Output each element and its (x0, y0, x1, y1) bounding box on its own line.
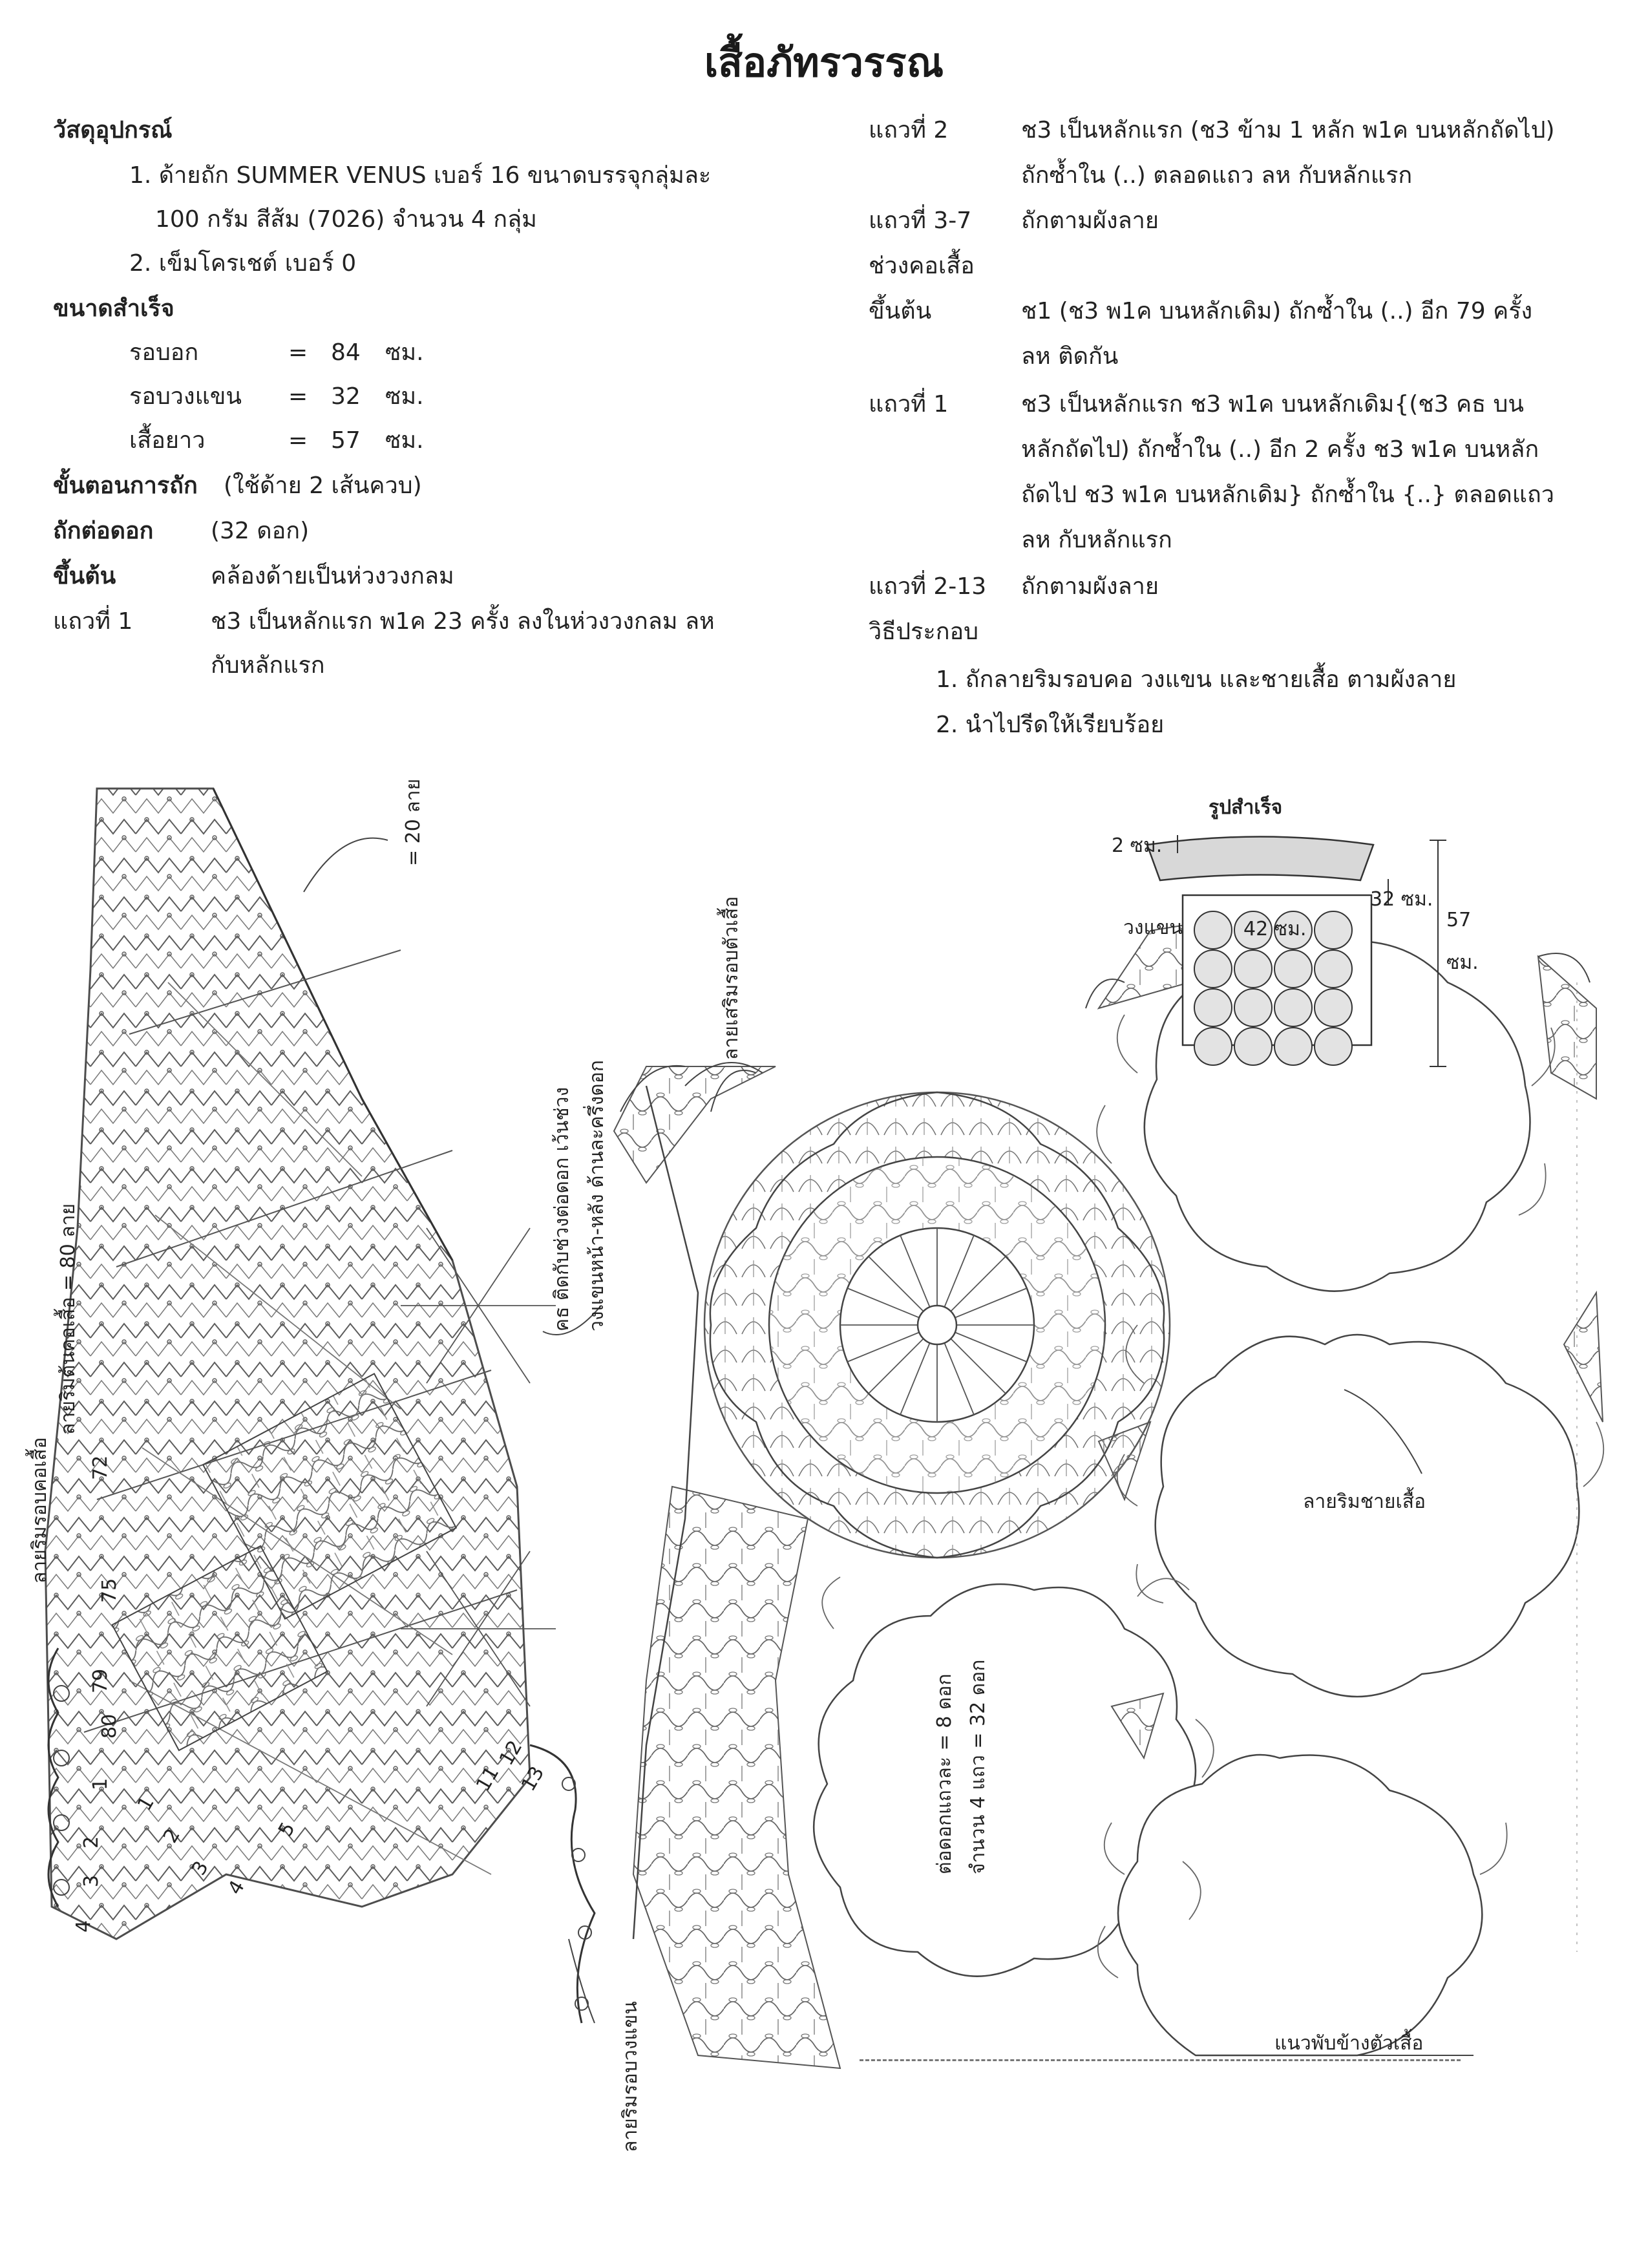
row2-text-b: ถักซ้ำใน (..) ตลอดแถว ลห กับหลักแรก (1021, 162, 1413, 189)
size-armhole-value: 32 (331, 383, 361, 410)
finished-motif-circle (1194, 950, 1232, 988)
neck-row1-c: ถัดไป ช3 พ1ค บนหลักเดิม} ถักซ้ำใน {..} ตลอดแถว (1021, 482, 1554, 508)
row-number-5: 5 (274, 1818, 300, 1841)
row1-text-b: กับหลักแรก (211, 652, 325, 679)
size-armhole-name: รอบวงแขน (129, 383, 242, 410)
row-number-2a: 2 (80, 1836, 103, 1849)
neck-band-label: 2 ซม. (1112, 834, 1163, 857)
page-title: เสื้อภัทรวรรณ (704, 39, 944, 86)
length-unit: ซม. (1446, 951, 1479, 974)
finished-motif-circle (1234, 989, 1272, 1026)
steps-heading: ขั้นตอนการถัก (53, 472, 198, 499)
row-number-79: 79 (89, 1668, 112, 1693)
row37-text: ถักตามผังลาย (1021, 207, 1159, 234)
finished-motif-circle (1315, 950, 1352, 988)
armhole-label: วงแขน (1123, 917, 1183, 939)
row-number-4a: 4 (72, 1920, 95, 1933)
neck-row1-b: หลักถัดไป) ถักซ้ำใน (..) อีก 2 ครั้ง ช3 พ1ค บนหลัก (1021, 436, 1539, 463)
finished-motif-circle (1234, 950, 1272, 988)
material-1b: 100 กรัม สีส้ม (7026) จำนวน 4 กลุ่ม (155, 206, 537, 233)
motif-heading: ถักต่อดอก (53, 518, 154, 544)
assembly-2: 2. นำไปรีดให้เรียบร้อย (936, 712, 1165, 738)
assembly-1: 1. ถักลายริมรอบคอ วงแขน และชายเสื้อ ตามผังลาย (936, 666, 1457, 693)
body-edge-label: ลายเสริมรอบตัวเสื้อ (720, 896, 743, 1060)
row-number-3a: 3 (80, 1874, 103, 1887)
join-note-1: คธ ติดกับช่วงต่อดอก เว้นช่วง (551, 1086, 573, 1331)
neck-row1-d: ลห กับหลักแรก (1021, 527, 1172, 553)
width-label: 42 ซม. (1243, 918, 1307, 940)
materials-heading: วัสดุอุปกรณ์ (53, 117, 173, 143)
length-value: 57 (1446, 909, 1472, 931)
side-fold-line (860, 2059, 1461, 2061)
material-2: 2. เข็มโครเชต์ เบอร์ 0 (129, 250, 357, 277)
finished-motif-circle (1274, 989, 1312, 1026)
size-heading: ขนาดสำเร็จ (53, 295, 174, 322)
finished-motif-circle (1194, 1028, 1232, 1065)
motif-row-note-1: ต่อดอกแถวละ = 8 ดอก (933, 1673, 956, 1874)
neck-row213-text: ถักตามผังลาย (1021, 573, 1159, 600)
size-length-eq: = (288, 427, 308, 454)
row-number-1b: 1 (133, 1792, 159, 1815)
neck-row1-label: แถวที่ 1 (869, 391, 949, 418)
row-number-72: 72 (89, 1455, 112, 1480)
row-number-4b: 4 (224, 1876, 249, 1899)
rows-20-label: = 20 ลาย (402, 778, 425, 866)
row37-label: แถวที่ 3-7 (869, 207, 972, 234)
finished-motif-circle (1315, 911, 1352, 949)
size-length-unit: ซม. (385, 427, 424, 454)
row1-label: แถวที่ 1 (53, 608, 133, 635)
row1-text-a: ช3 เป็นหลักแรก พ1ค 23 ครั้ง ลงในห่วงวงกลม ลห (211, 608, 715, 635)
row-number-13: 13 (517, 1762, 549, 1796)
motif-count: (32 ดอก) (211, 518, 310, 544)
material-1a: 1. ด้ายถัก SUMMER VENUS เบอร์ 16 ขนาดบรรจุกลุ่มละ (129, 162, 712, 189)
neck-row1-a: ช3 เป็นหลักแรก ช3 พ1ค บนหลักเดิม{(ช3 คธ บน (1021, 391, 1525, 418)
neck-row213-label: แถวที่ 2-13 (869, 573, 987, 600)
size-chest-value: 84 (331, 339, 361, 366)
row-number-11: 11 (472, 1762, 504, 1796)
size-armhole-eq: = (288, 383, 308, 410)
hem-edge-label: ลายริมชายเสื้อ (1303, 1490, 1426, 1513)
finished-motif-circle (1315, 1028, 1352, 1065)
size-length-value: 57 (331, 427, 361, 454)
row-number-2b: 2 (159, 1825, 185, 1847)
neck-start-b: ลห ติดกัน (1021, 343, 1119, 370)
size-chest-eq: = (288, 339, 308, 366)
neckline-chart (45, 789, 601, 2023)
start-label: ขึ้นต้น (53, 563, 116, 589)
side-fold-label: แนวพับข้างตัวเสื้อ (1274, 2032, 1424, 2055)
neck-heading: ช่วงคอเสื้อ (869, 253, 975, 279)
row-number-12: 12 (495, 1736, 527, 1770)
row-number-3b: 3 (187, 1857, 213, 1880)
armhole-width-label: 32 ซม. (1370, 888, 1433, 911)
neck-edge-label: ลายริมรอบคอเสื้อ (28, 1437, 51, 1584)
motif-row-note-2: จำนวน 4 แถว = 32 ดอก (967, 1659, 989, 1874)
finished-motif-circle (1274, 1028, 1312, 1065)
arm-edge-label: ลายริมรอบวงแขน (619, 2001, 642, 2152)
neck-base-label: ลายริมต้นคอเสื้อ = 80 ลาย (57, 1203, 79, 1435)
finished-motif-circle (1315, 989, 1352, 1026)
center-motif (704, 1092, 1170, 1558)
size-armhole-unit: ซม. (385, 383, 424, 410)
neck-start-label: ขึ้นต้น (869, 298, 932, 324)
finished-motif-circle (1274, 950, 1312, 988)
steps-note: (ใช้ด้าย 2 เส้นควบ) (224, 472, 422, 499)
start-text: คล้องด้ายเป็นห่วงวงกลม (211, 563, 454, 589)
finished-motif-circle (1194, 989, 1232, 1026)
finished-motif-circle (1194, 911, 1232, 949)
row-number-80: 80 (98, 1713, 121, 1739)
row2-label: แถวที่ 2 (869, 117, 949, 143)
finished-motif-circle (1234, 1028, 1272, 1065)
size-chest-unit: ซม. (385, 339, 424, 366)
assembly-heading: วิธีประกอบ (869, 619, 978, 645)
row-number-1a: 1 (89, 1777, 112, 1790)
size-length-name: เสื้อยาว (129, 427, 206, 454)
row2-text-a: ช3 เป็นหลักแรก (ช3 ข้าม 1 หลัก พ1ค บนหลักถัดไป) (1021, 117, 1555, 143)
finished-heading: รูปสำเร็จ (1209, 796, 1283, 819)
neck-start-a: ช1 (ช3 พ1ค บนหลักเดิม) ถักซ้ำใน (..) อีก 79 ครั้ง (1021, 298, 1533, 324)
join-note-2: วงแขนหน้า-หลัง ด้านละครึ่งดอก (586, 1060, 608, 1331)
size-chest-name: รอบอก (129, 339, 199, 366)
row-number-75: 75 (98, 1578, 121, 1603)
